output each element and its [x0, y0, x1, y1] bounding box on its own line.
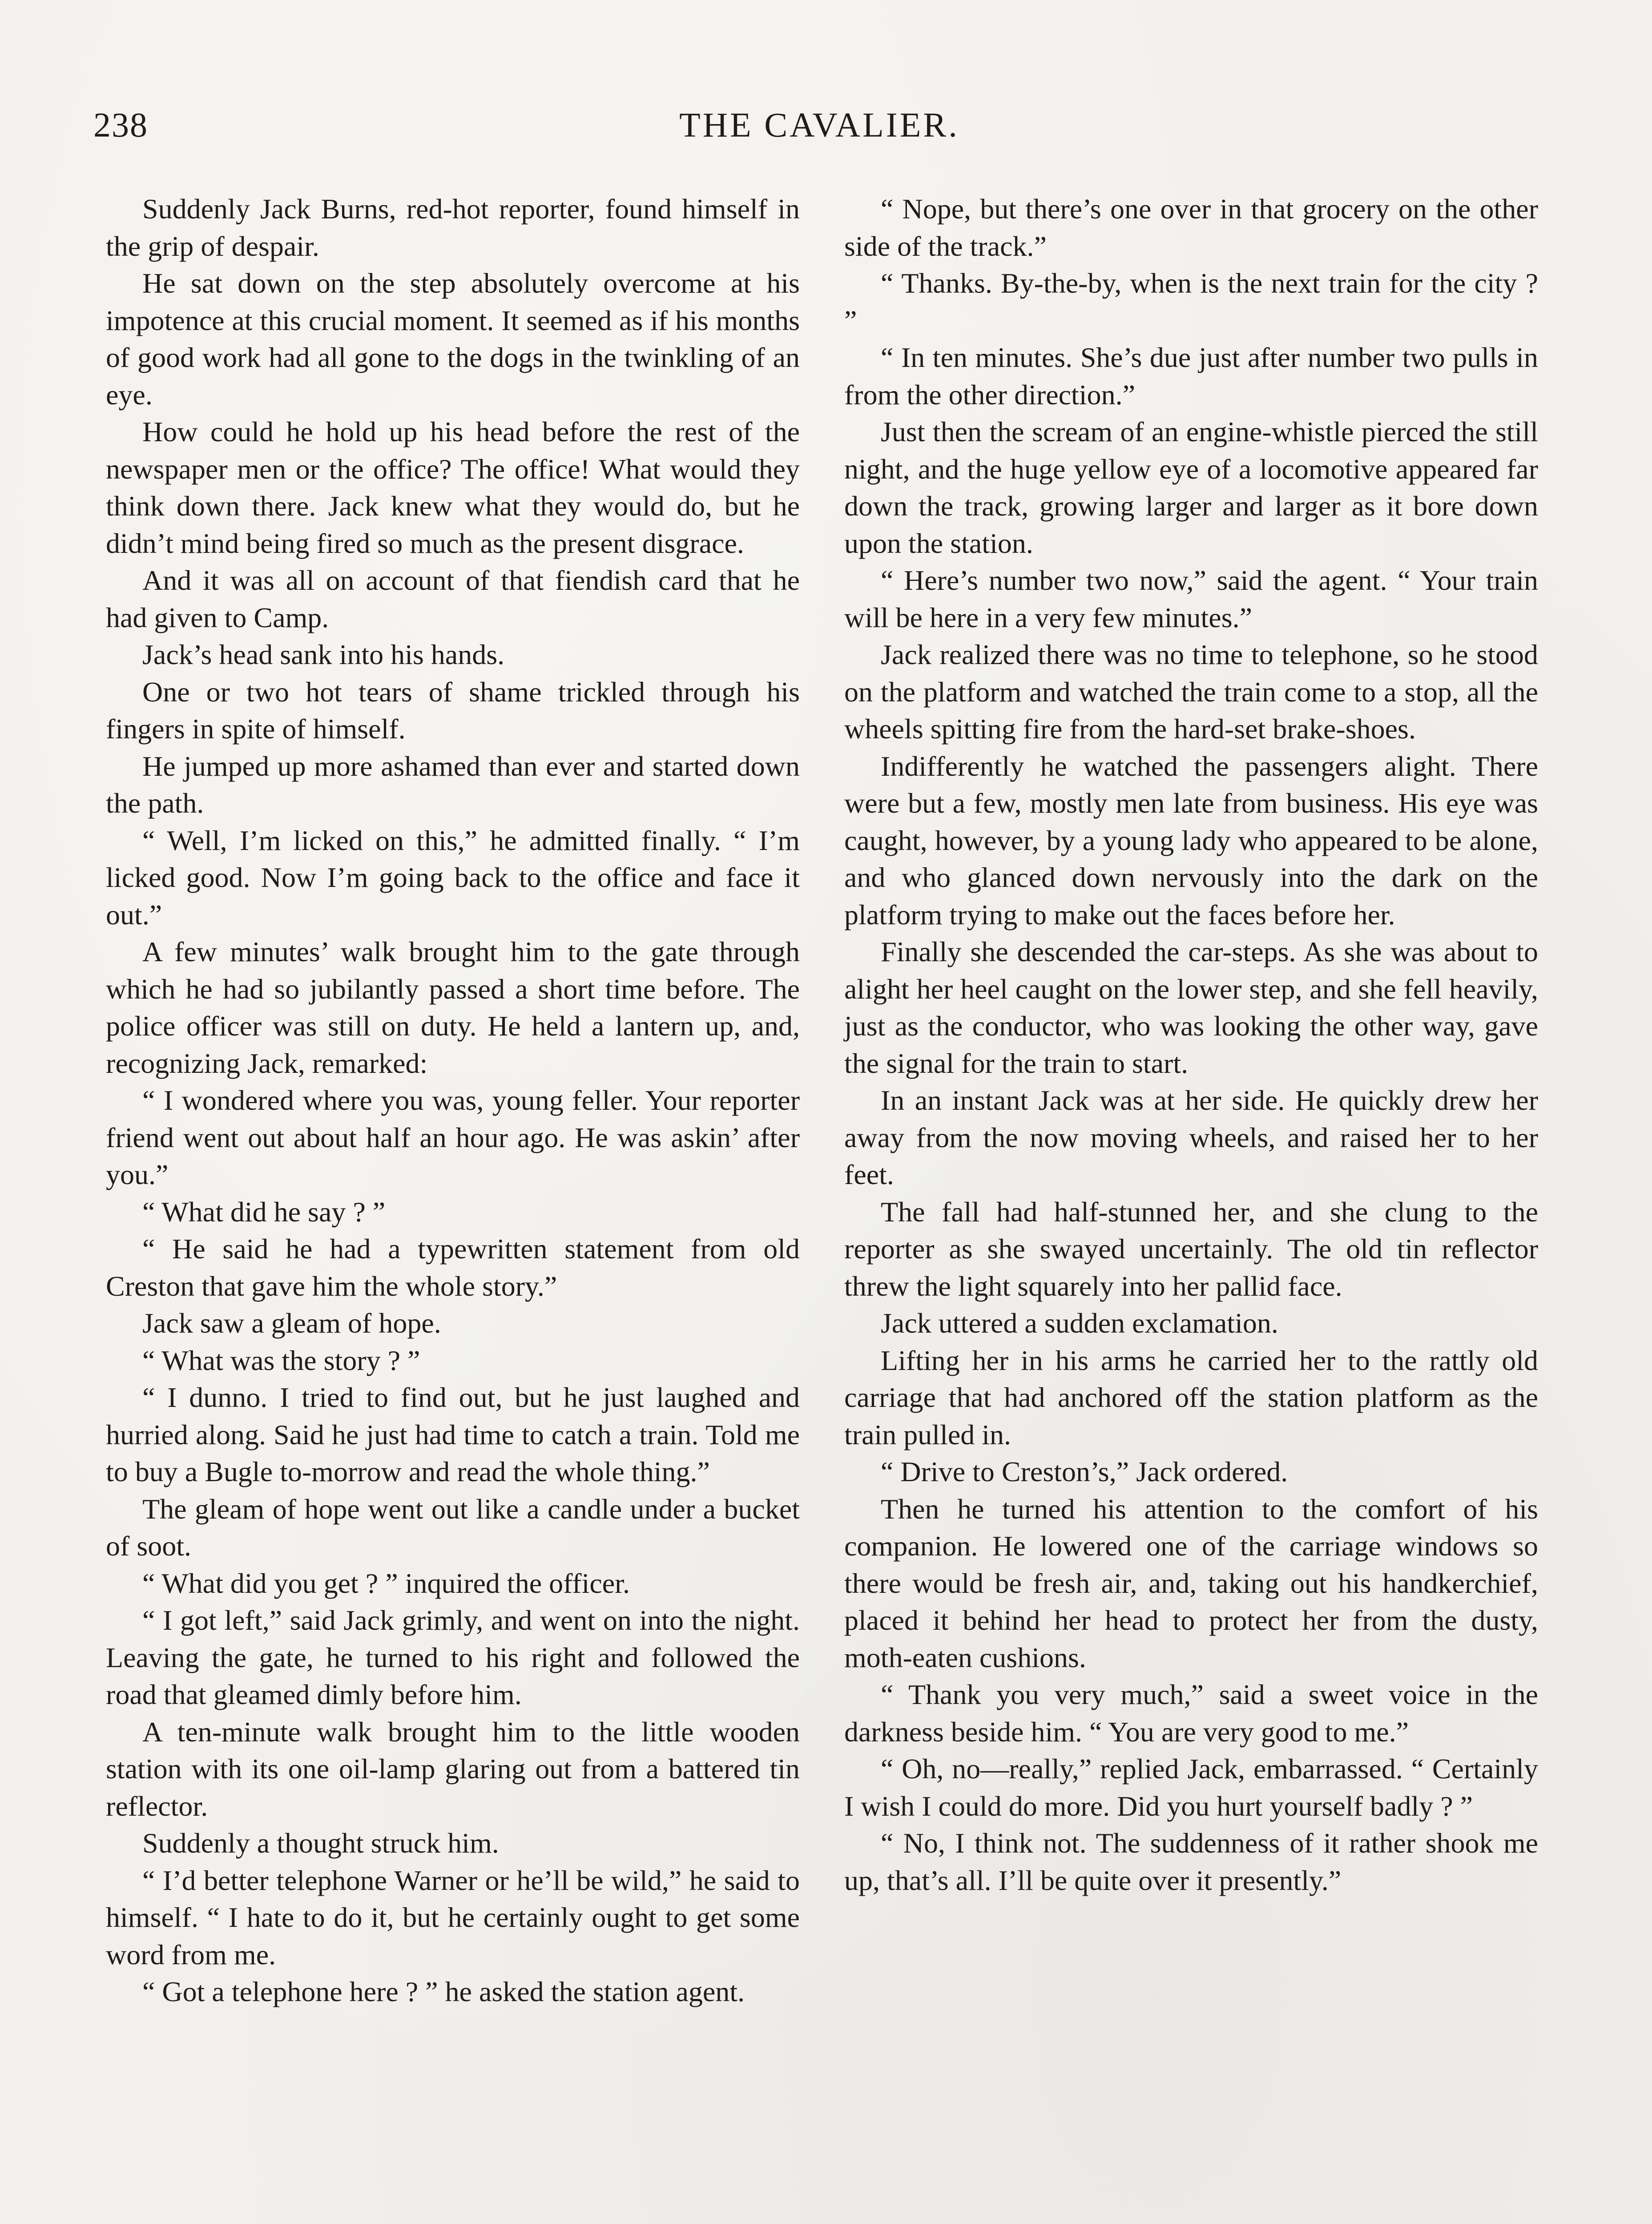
paragraph: Indifferently he watched the passengers alight. There were but a few, mostly men late from business. His eye was caught, however, by a young lady who appeared to be alone, and who glanced down nervously into the dark on the platform trying to make out the faces before her.: [844, 750, 1538, 931]
paragraph: Jack uttered a sudden exclamation.: [881, 1307, 1278, 1339]
paragraph: Jack saw a gleam of hope.: [142, 1307, 441, 1339]
paragraph: A ten-minute walk brought him to the little wooden station with its one oil-lamp glaring out from a battered tin reflector.: [106, 1716, 800, 1822]
paragraph: Jack realized there was no time to telephone, so he stood on the platform and watched the train come to a stop, all the wheels spitting fire from the hard-set brake-shoes.: [844, 639, 1538, 745]
right-column: [844, 190, 1538, 1899]
paragraph: “ Here’s number two now,” said the agent. “ Your train will be here in a very few minutes.”: [844, 564, 1538, 633]
paragraph: He sat down on the step absolutely overcome at his impotence at this crucial moment. It seemed as if his months of good work had all gone to the dogs in the twinkling of an eye.: [106, 267, 800, 411]
paragraph: “ Well, I’m licked on this,” he admitted finally. “ I’m licked good. Now I’m going back to the office and face it out.”: [106, 824, 800, 931]
paragraph: “ No, I think not. The suddenness of it rather shook me up, that’s all. I’ll be quite over it presently.”: [844, 1827, 1538, 1896]
paragraph: In an instant Jack was at her side. He quickly drew her away from the now moving wheels, and raised her to her feet.: [844, 1084, 1538, 1190]
paragraph: How could he hold up his head before the rest of the newspaper men or the office? The office! What would they think down there. Jack knew what they would do, but he didn’t mind being fired so much as the present disgrace.: [106, 416, 800, 559]
paragraph: A few minutes’ walk brought him to the gate through which he had so jubilantly passed a short time before. The police officer was still on duty. He held a lantern up, and, recognizing Jack, remarked:: [106, 936, 800, 1079]
paragraph: “ He said he had a typewritten statement from old Creston that gave him the whole story.”: [106, 1233, 800, 1302]
paragraph: “ In ten minutes. She’s due just after number two pulls in from the other direction.”: [844, 342, 1538, 411]
paragraph: “ What did you get ? ” inquired the officer.: [142, 1567, 630, 1599]
paragraph: “ Thank you very much,” said a sweet voice in the darkness beside him. “ You are very good to me.”: [844, 1679, 1538, 1748]
paragraph: Finally she descended the car-steps. As she was about to alight her heel caught on the lower step, and she fell heavily, just as the conductor, who was looking the other way, gave the signal for the train to start.: [844, 936, 1538, 1079]
paragraph: One or two hot tears of shame trickled through his fingers in spite of himself.: [106, 676, 800, 745]
paragraph: “ Got a telephone here ? ” he asked the station agent.: [142, 1976, 745, 2007]
page-number: 238: [93, 105, 148, 144]
paragraph: “ What was the story ? ”: [142, 1344, 420, 1376]
paragraph: He jumped up more ashamed than ever and started down the path.: [106, 750, 800, 819]
paragraph: Jack’s head sank into his hands.: [142, 639, 505, 670]
paragraph: Just then the scream of an engine-whistle pierced the still night, and the huge yellow eye of a locomotive appeared far down the track, growing larger and larger as it bore down upon the station.: [844, 416, 1538, 559]
running-title: THE CAVALIER.: [679, 105, 959, 144]
paragraph: “ I wondered where you was, young feller. Your reporter friend went out about half an hour ago. He was askin’ after you.”: [106, 1084, 800, 1190]
paragraph: Suddenly Jack Burns, red-hot reporter, found himself in the grip of despair.: [106, 193, 800, 262]
paragraph: Lifting her in his arms he carried her to the rattly old carriage that had anchored off the station platform as the train pulled in.: [844, 1344, 1538, 1450]
page-header: [93, 105, 1545, 154]
paragraph: Suddenly a thought struck him.: [142, 1827, 499, 1859]
left-column: [106, 190, 800, 2010]
paragraph: “ Oh, no—really,” replied Jack, embarrassed. “ Certainly I wish I could do more. Did you hurt yourself badly ? ”: [844, 1753, 1538, 1822]
paragraph: “ What did he say ? ”: [142, 1196, 386, 1228]
paragraph: And it was all on account of that fiendish card that he had given to Camp.: [106, 564, 800, 633]
paragraph: “ Thanks. By-the-by, when is the next train for the city ? ”: [844, 267, 1538, 336]
paragraph: The fall had half-stunned her, and she clung to the reporter as she swayed uncertainly. The old tin reflector threw the light squarely into her pallid face.: [844, 1196, 1538, 1302]
paragraph: “ I got left,” said Jack grimly, and went on into the night. Leaving the gate, he turned to his right and followed the road that gleamed dimly before him.: [106, 1604, 800, 1710]
paragraph: “ I’d better telephone Warner or he’ll be wild,” he said to himself. “ I hate to do it, but he certainly ought to get some word from me.: [106, 1864, 800, 1970]
paragraph: The gleam of hope went out like a candle under a bucket of soot.: [106, 1493, 800, 1562]
paragraph: “ Drive to Creston’s,” Jack ordered.: [881, 1456, 1288, 1487]
paragraph: “ I dunno. I tried to find out, but he just laughed and hurried along. Said he just had time to catch a train. Told me to buy a Bugle to-morrow and read the whole thing.”: [106, 1382, 800, 1487]
paragraph: “ Nope, but there’s one over in that grocery on the other side of the track.”: [844, 193, 1538, 262]
paragraph: Then he turned his attention to the comfort of his companion. He lowered one of the carriage windows so there would be fresh air, and, taking out his handkerchief, placed it behind her head to protect her from the dusty, moth-eaten cushions.: [844, 1493, 1538, 1673]
